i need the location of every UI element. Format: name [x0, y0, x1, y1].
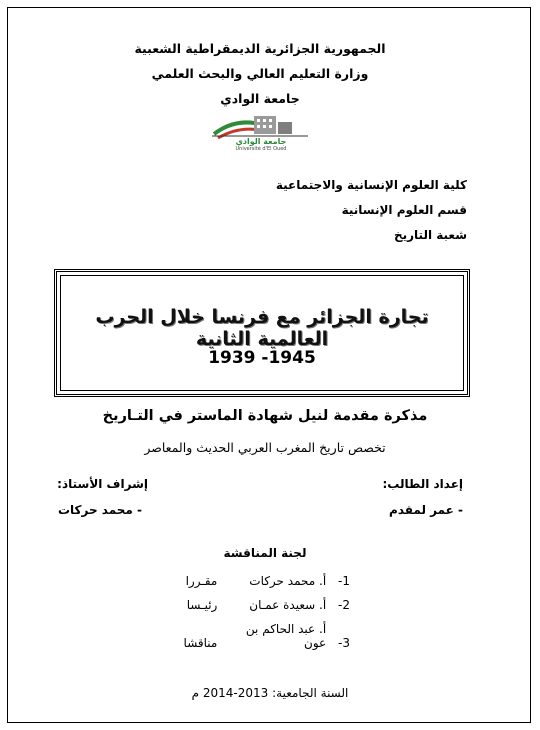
- member-role: رئيـسا: [186, 598, 218, 612]
- committee-member: [184, 622, 350, 650]
- branch-name: شعبة التاريخ: [393, 228, 467, 242]
- member-name: أ. عبد الحاكم بن عون: [245, 622, 327, 650]
- degree-line: مذكرة مقدمة لنيل شهادة الماستر في التـاريخ: [102, 408, 428, 424]
- republic-heading: الجمهورية الجزائرية الديمقراطية الشعبية: [134, 41, 386, 56]
- member-number: 3-: [338, 636, 350, 650]
- member-number: 2-: [338, 598, 350, 612]
- academic-year-label: السنة الجامعية:: [272, 686, 349, 700]
- supervisor-name: - محمد حركات: [57, 503, 142, 517]
- thesis-title: تجارة الجزائر مع فرنسا خلال الحرب العالمية الثانية: [95, 306, 429, 350]
- thesis-title-box: [54, 269, 470, 397]
- logo-caption: جامعة الوادي: [235, 137, 287, 146]
- ministry-heading: وزارة التعليم العالي والبحث العلمي: [151, 66, 369, 81]
- student-name: - عمر لمقدم: [389, 503, 463, 517]
- specialization-line: تخصص تاريخ المغرب العربي الحديث والمعاصر: [144, 440, 386, 455]
- committee-member: [187, 598, 350, 612]
- academic-year: [170, 686, 370, 700]
- member-name: أ. محمد حركات: [249, 574, 327, 588]
- thesis-years: 1939 -1945: [208, 348, 316, 368]
- supervisor-label: إشراف الأستاذ:: [57, 477, 148, 491]
- faculty-name: كلية العلوم الإنسانية والاجتماعية: [275, 178, 467, 192]
- department-name: قسم العلوم الإنسانية: [341, 203, 467, 217]
- member-role: مناقشا: [183, 636, 218, 650]
- academic-year-value: 2013-2014 م: [191, 686, 269, 700]
- member-name: أ. سعيدة عمـان: [249, 598, 327, 612]
- committee-title: لجنة المناقشة: [223, 546, 307, 560]
- member-role: مقـررا: [185, 574, 218, 588]
- prepared-by-label: إعداد الطالب:: [382, 477, 463, 491]
- committee-member: [186, 574, 350, 588]
- university-heading: جامعة الوادي: [220, 91, 300, 106]
- university-logo: [208, 112, 314, 154]
- member-number: 1-: [338, 574, 350, 588]
- logo-subcaption: Université d'El Oued: [235, 146, 287, 152]
